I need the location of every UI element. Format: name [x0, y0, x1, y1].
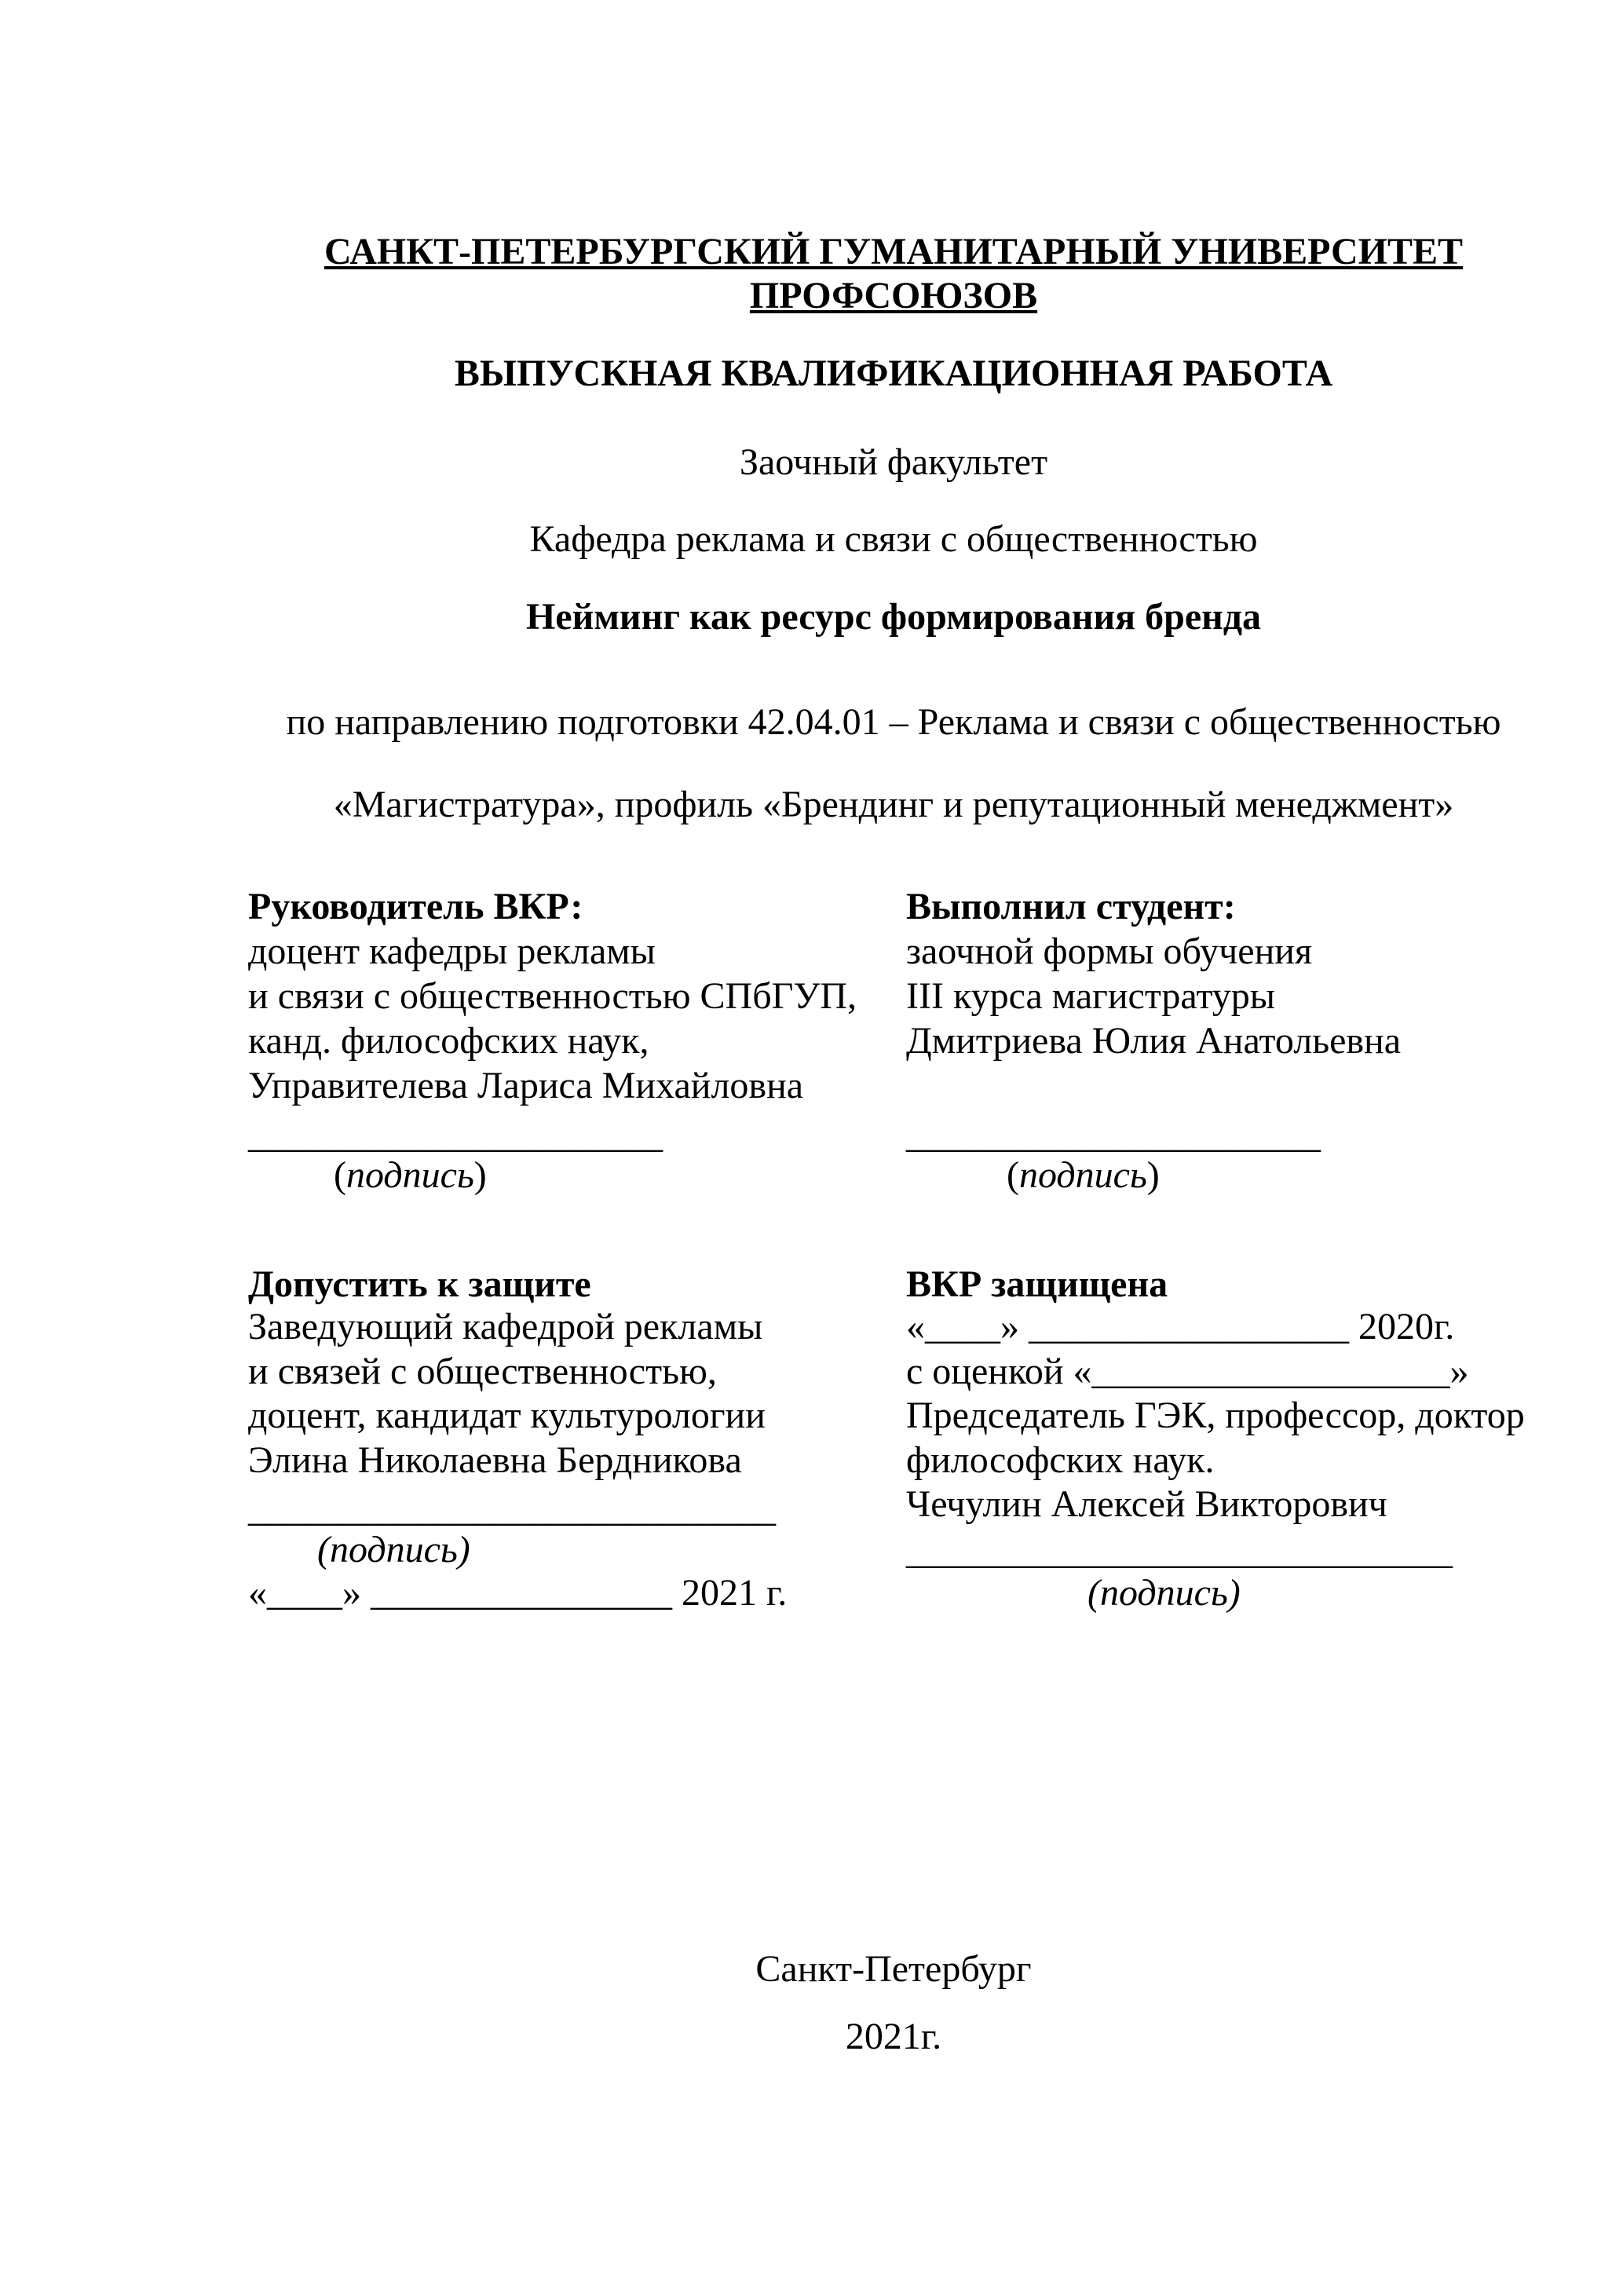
defense-signature-label: (подпись)	[1087, 1572, 1241, 1614]
admission-name: Элина Николаевна Бердникова	[248, 1439, 742, 1481]
student-signature-label: (подпись)	[1007, 1154, 1160, 1196]
direction: по направлению подготовки 42.04.01 – Реклама и связи с общественностью	[286, 701, 1501, 743]
defense-grade-line: с оценкой «___________________»	[906, 1351, 1469, 1392]
admission-line: Заведующий кафедрой рекламы	[248, 1306, 763, 1347]
defense-line: философских наук.	[906, 1439, 1215, 1481]
supervisor-line: и связи с общественностью СПбГУП,	[248, 975, 857, 1017]
defense-signature-line: _____________________________	[906, 1530, 1453, 1572]
signature-text: подпись	[1018, 1154, 1147, 1196]
supervisor-name: Управителева Лариса Михайловна	[248, 1065, 804, 1106]
work-type: ВЫПУСКНАЯ КВАЛИФИКАЦИОННАЯ РАБОТА	[454, 353, 1333, 394]
student-heading: Выполнил студент:	[906, 886, 1236, 927]
defense-date-line: «____» _________________ 2020г.	[906, 1306, 1455, 1347]
student-name: Дмитриева Юлия Анатольевна	[906, 1020, 1402, 1062]
thesis-title: Нейминг как ресурс формирования бренда	[525, 596, 1262, 638]
city: Санкт-Петербург	[755, 1948, 1032, 1990]
signature-text: подпись	[345, 1154, 474, 1196]
department: Кафедра реклама и связи с общественностью	[529, 518, 1258, 560]
supervisor-signature-line: ______________________	[248, 1114, 663, 1156]
student-signature-line: ______________________	[906, 1114, 1321, 1156]
supervisor-heading: Руководитель ВКР:	[248, 886, 583, 927]
university-name-line1: САНКТ-ПЕТЕРБУРГСКИЙ ГУМАНИТАРНЫЙ УНИВЕРСИТЕТ	[324, 231, 1464, 272]
university-name-line2: ПРОФСОЮЗОВ	[749, 275, 1038, 316]
supervisor-line: канд. философских наук,	[248, 1020, 649, 1062]
faculty: Заочный факультет	[739, 441, 1048, 483]
admission-signature-label: (подпись)	[317, 1529, 470, 1570]
defense-chair-name: Чечулин Алексей Викторович	[906, 1483, 1387, 1525]
admission-line: доцент, кандидат культурологии	[248, 1395, 766, 1436]
student-line: заочной формы обучения	[906, 930, 1313, 972]
admission-line: и связей с общественностью,	[248, 1351, 717, 1392]
profile: «Магистратура», профиль «Брендинг и репутационный менеджмент»	[333, 784, 1454, 825]
defense-line: Председатель ГЭК, профессор, доктор	[906, 1395, 1525, 1436]
supervisor-line: доцент кафедры рекламы	[248, 930, 656, 972]
supervisor-signature-label: (подпись)	[334, 1154, 487, 1196]
admission-signature-line: ____________________________	[248, 1488, 776, 1530]
admission-heading: Допустить к защите	[248, 1263, 591, 1305]
defense-heading: ВКР защищена	[906, 1263, 1168, 1305]
admission-date-line: «____» ________________ 2021 г.	[248, 1572, 788, 1614]
student-line: III курса магистратуры	[906, 975, 1276, 1017]
year: 2021г.	[845, 2016, 942, 2057]
